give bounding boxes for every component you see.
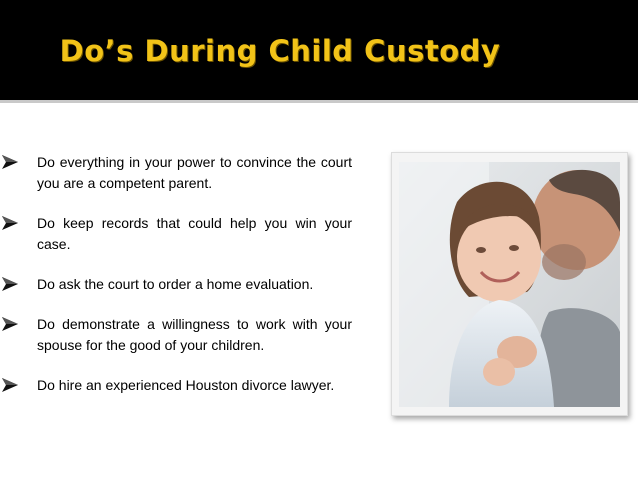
slide-header bbox=[0, 0, 638, 103]
bullet-item bbox=[0, 213, 352, 255]
bullet-item bbox=[0, 274, 352, 295]
arrow-bullet-icon bbox=[2, 215, 18, 231]
bullet-text: Do demonstrate a willingness to work with your spouse for the good of your children. bbox=[37, 316, 352, 353]
bullet-item bbox=[0, 314, 352, 356]
bullet-item bbox=[0, 152, 352, 194]
arrow-bullet-icon bbox=[2, 154, 18, 170]
photo-frame bbox=[391, 152, 628, 416]
arrow-bullet-icon bbox=[2, 377, 18, 393]
arrow-bullet-icon bbox=[2, 276, 18, 292]
slide-title: Do’s During Child Custody bbox=[59, 34, 501, 68]
bullet-list bbox=[0, 152, 352, 415]
bullet-text: Do ask the court to order a home evaluation. bbox=[37, 276, 314, 292]
bullet-item bbox=[0, 375, 352, 396]
bullet-text: Do everything in your power to convince the court you are a competent parent. bbox=[37, 154, 352, 191]
bullet-text: Do hire an experienced Houston divorce lawyer. bbox=[37, 377, 335, 393]
father-daughter-photo bbox=[399, 162, 620, 407]
arrow-bullet-icon bbox=[2, 316, 18, 332]
bullet-text: Do keep records that could help you win your case. bbox=[37, 215, 352, 252]
